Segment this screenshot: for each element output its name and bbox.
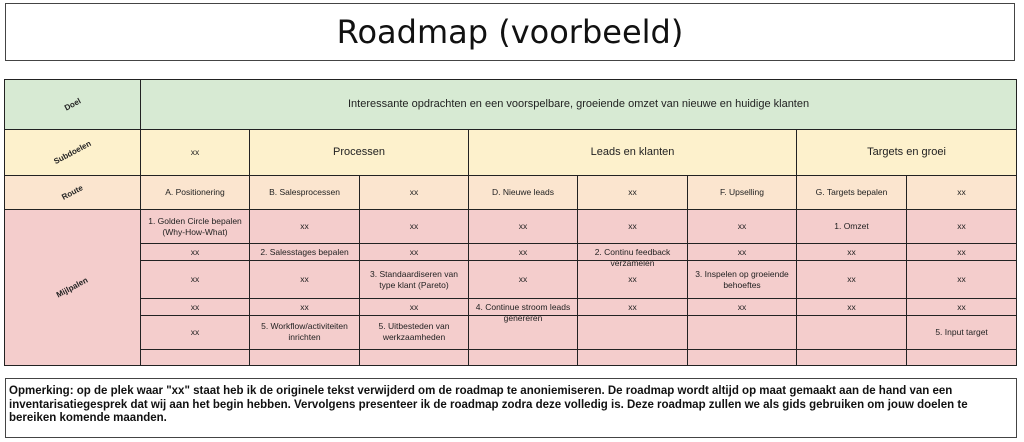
milestone-cell: xx xyxy=(578,261,688,299)
milestone-cell: 2. Continu feedback verzamelen xyxy=(578,244,688,261)
milestone-cell xyxy=(141,349,250,365)
doel-cell: Interessante opdrachten en een voorspelbare, groeiende omzet van nieuwe en huidige klanten xyxy=(141,80,1017,130)
route-cell: xx xyxy=(907,176,1017,209)
milestone-cell: xx xyxy=(578,209,688,243)
row-label-doel: Doel xyxy=(5,80,141,130)
milestone-cell: 5. Uitbesteden van werkzaamheden xyxy=(360,316,469,349)
row-label-route: Route xyxy=(5,176,141,209)
row-doel xyxy=(5,80,1017,130)
milestone-cell: 4. Continue stroom leads genereren xyxy=(469,299,578,316)
milestone-cell: xx xyxy=(250,261,360,299)
milestone-cell: xx xyxy=(250,299,360,316)
milestone-cell: xx xyxy=(141,316,250,349)
row-mijlpalen-6 xyxy=(5,349,1017,365)
route-cell: xx xyxy=(360,176,469,209)
milestone-cell: xx xyxy=(141,299,250,316)
milestone-cell: xx xyxy=(907,209,1017,243)
milestone-cell: xx xyxy=(797,299,907,316)
milestone-cell: xx xyxy=(469,244,578,261)
milestone-cell: 3. Inspelen op groeiende behoeftes xyxy=(688,261,797,299)
milestone-cell xyxy=(469,349,578,365)
route-cell: F. Upselling xyxy=(688,176,797,209)
milestone-cell: xx xyxy=(250,209,360,243)
milestone-cell xyxy=(797,349,907,365)
row-mijlpalen-3 xyxy=(5,261,1017,299)
milestone-cell xyxy=(907,349,1017,365)
milestone-cell xyxy=(797,316,907,349)
route-cell: B. Salesprocessen xyxy=(250,176,360,209)
milestone-cell: xx xyxy=(578,299,688,316)
milestone-cell xyxy=(578,349,688,365)
milestone-cell xyxy=(360,349,469,365)
milestone-cell: 3. Standaardiseren van type klant (Pareto) xyxy=(360,261,469,299)
milestone-cell: xx xyxy=(360,209,469,243)
roadmap-table xyxy=(4,79,1017,366)
milestone-cell xyxy=(578,316,688,349)
route-cell: xx xyxy=(578,176,688,209)
milestone-cell: xx xyxy=(907,299,1017,316)
route-cell: D. Nieuwe leads xyxy=(469,176,578,209)
milestone-cell: 2. Salesstages bepalen xyxy=(250,244,360,261)
subdoel-cell: Leads en klanten xyxy=(469,129,797,176)
milestone-cell: xx xyxy=(469,209,578,243)
row-subdoelen xyxy=(5,129,1017,176)
milestone-cell: xx xyxy=(688,209,797,243)
row-mijlpalen-4 xyxy=(5,299,1017,316)
milestone-cell: xx xyxy=(141,244,250,261)
subdoel-cell: xx xyxy=(141,129,250,176)
milestone-cell: 1. Omzet xyxy=(797,209,907,243)
milestone-cell: xx xyxy=(360,299,469,316)
row-label-subdoelen: Subdoelen xyxy=(5,129,141,176)
milestone-cell: xx xyxy=(360,244,469,261)
milestone-cell: xx xyxy=(688,244,797,261)
milestone-cell xyxy=(250,349,360,365)
milestone-cell: xx xyxy=(907,244,1017,261)
row-label-mijlpalen: Mijlpalen xyxy=(5,209,141,365)
milestone-cell: xx xyxy=(797,244,907,261)
page-title: Roadmap (voorbeeld) xyxy=(336,13,684,51)
note-text: Opmerking: op de plek waar "xx" staat heb ik de originele tekst verwijderd om de roadmap te anoniemiseren. De roadmap wordt altijd op maat gemaakt aan de hand van een inventarisatiegesprek dat wij aan het begin hebben. Vervolgens presenteer ik de roadmap zodra deze volledig is. Deze roadmap zullen we als gids gebruiken om jouw doelen te bereiken komende maanden. xyxy=(9,385,968,424)
milestone-cell: xx xyxy=(907,261,1017,299)
milestone-cell xyxy=(688,316,797,349)
note-box xyxy=(5,378,1017,438)
milestone-cell: xx xyxy=(797,261,907,299)
milestone-cell: xx xyxy=(469,261,578,299)
subdoel-cell: Processen xyxy=(250,129,469,176)
milestone-cell: xx xyxy=(141,261,250,299)
milestone-cell: xx xyxy=(688,299,797,316)
milestone-cell xyxy=(688,349,797,365)
route-cell: A. Positionering xyxy=(141,176,250,209)
title-box xyxy=(5,3,1015,61)
row-mijlpalen-2 xyxy=(5,244,1017,261)
row-route xyxy=(5,176,1017,209)
row-mijlpalen-1 xyxy=(5,209,1017,243)
milestone-cell: 5. Workflow/activiteiten inrichten xyxy=(250,316,360,349)
subdoel-cell: Targets en groei xyxy=(797,129,1017,176)
route-cell: G. Targets bepalen xyxy=(797,176,907,209)
milestone-cell: 1. Golden Circle bepalen (Why-How-What) xyxy=(141,209,250,243)
milestone-cell: 5. Input target xyxy=(907,316,1017,349)
